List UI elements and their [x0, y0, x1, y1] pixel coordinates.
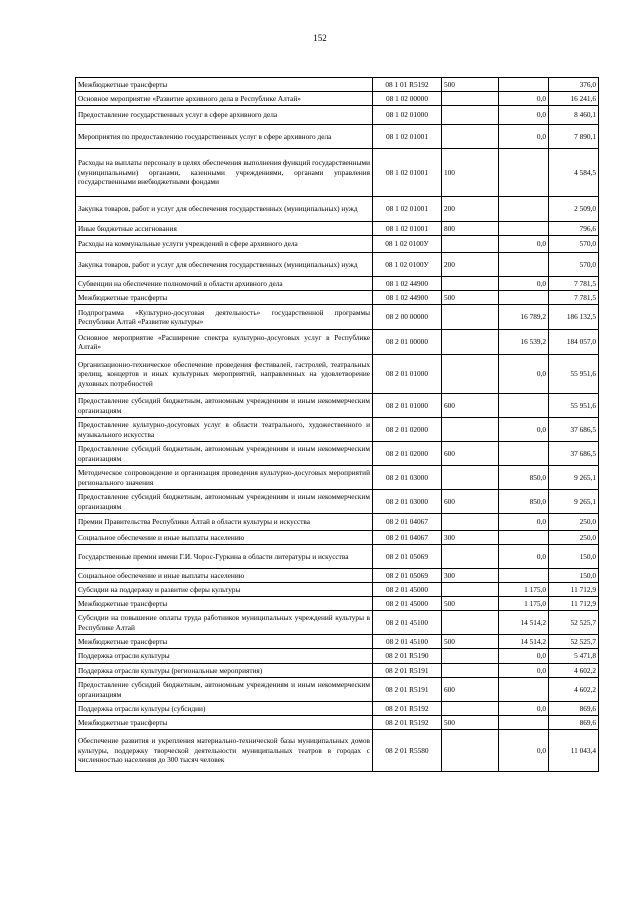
row-code-cell: 08 2 01 R5191 — [373, 678, 442, 702]
row-code-cell: 08 2 01 R5192 — [373, 702, 442, 716]
row-amount-b-cell: 869,6 — [549, 702, 599, 716]
row-amount-a-cell — [499, 222, 549, 236]
row-amount-a-cell — [499, 394, 549, 418]
row-amount-a-cell: 0,0 — [499, 730, 549, 772]
row-amount-b-cell: 37 686,5 — [549, 442, 599, 466]
row-expense-type-cell — [442, 545, 499, 569]
table-row — [76, 291, 599, 305]
row-amount-a-cell: 0,0 — [499, 106, 549, 125]
row-code-cell: 08 2 01 05069 — [373, 569, 442, 583]
table-row — [76, 678, 599, 702]
table-row — [76, 583, 599, 597]
row-expense-type-cell — [442, 330, 499, 355]
row-expense-type-cell — [442, 466, 499, 490]
row-name-cell: Премии Правительства Республики Алтай в области культуры и искусства — [76, 514, 373, 531]
row-amount-b-cell: 52 525,7 — [549, 611, 599, 635]
row-expense-type-cell — [442, 305, 499, 330]
row-expense-type-cell: 300 — [442, 531, 499, 545]
table-row — [76, 330, 599, 355]
row-name-cell: Мероприятия по предоставлению государственных услуг в сфере архивного дела — [76, 125, 373, 149]
row-amount-a-cell: 14 514,2 — [499, 635, 549, 649]
row-name-cell: Межбюджетные трансферты — [76, 597, 373, 611]
row-code-cell: 08 1 02 01001 — [373, 149, 442, 197]
row-amount-a-cell — [499, 149, 549, 197]
row-amount-a-cell: 0,0 — [499, 545, 549, 569]
row-expense-type-cell: 600 — [442, 442, 499, 466]
table-row — [76, 611, 599, 635]
row-code-cell: 08 1 02 0100У — [373, 236, 442, 253]
row-code-cell: 08 2 01 04067 — [373, 514, 442, 531]
table-row — [76, 125, 599, 149]
row-amount-b-cell: 11 712,9 — [549, 583, 599, 597]
table-row — [76, 236, 599, 253]
row-amount-a-cell — [499, 569, 549, 583]
row-expense-type-cell — [442, 418, 499, 442]
row-expense-type-cell: 100 — [442, 149, 499, 197]
row-name-cell: Закупка товаров, работ и услуг для обеспечения государственных (муниципальных) нужд — [76, 197, 373, 222]
row-amount-a-cell: 16 539,2 — [499, 330, 549, 355]
row-amount-a-cell — [499, 678, 549, 702]
row-expense-type-cell — [442, 106, 499, 125]
row-name-cell: Предоставление субсидий бюджетным, автономным учреждениям и иным некоммерческим организациям — [76, 490, 373, 514]
table-row — [76, 490, 599, 514]
row-amount-a-cell: 0,0 — [499, 418, 549, 442]
row-amount-b-cell: 7 781,5 — [549, 291, 599, 305]
row-code-cell: 08 2 00 00000 — [373, 305, 442, 330]
table-row — [76, 149, 599, 197]
row-expense-type-cell: 500 — [442, 716, 499, 730]
row-amount-a-cell: 1 175,0 — [499, 583, 549, 597]
row-amount-b-cell: 250,0 — [549, 514, 599, 531]
row-name-cell: Расходы на коммунальные услуги учреждений в сфере архивного дела — [76, 236, 373, 253]
row-name-cell: Социальное обеспечение и иные выплаты населению — [76, 531, 373, 545]
table-row — [76, 253, 599, 277]
row-amount-b-cell: 16 241,6 — [549, 92, 599, 106]
row-name-cell: Поддержка отрасли культуры — [76, 649, 373, 664]
row-code-cell: 08 1 02 01000 — [373, 106, 442, 125]
table-row — [76, 92, 599, 106]
row-code-cell: 08 2 01 05069 — [373, 545, 442, 569]
row-expense-type-cell: 500 — [442, 635, 499, 649]
row-amount-a-cell — [499, 716, 549, 730]
row-amount-b-cell: 11 043,4 — [549, 730, 599, 772]
row-amount-a-cell: 16 789,2 — [499, 305, 549, 330]
row-amount-b-cell: 9 265,1 — [549, 466, 599, 490]
row-expense-type-cell: 200 — [442, 253, 499, 277]
row-name-cell: Обеспечение развития и укрепления материально-технической базы муниципальных домов культуры, поддержку творческой деятельности муниципальных театров в городах с численностью населения до 300 тысяч человек — [76, 730, 373, 772]
table-row — [76, 418, 599, 442]
row-amount-a-cell: 14 514,2 — [499, 611, 549, 635]
row-name-cell: Межбюджетные трансферты — [76, 78, 373, 92]
row-amount-a-cell: 0,0 — [499, 125, 549, 149]
row-amount-b-cell: 7 890,1 — [549, 125, 599, 149]
row-expense-type-cell — [442, 236, 499, 253]
row-expense-type-cell — [442, 649, 499, 664]
row-expense-type-cell — [442, 611, 499, 635]
row-code-cell: 08 1 02 01001 — [373, 222, 442, 236]
table-row — [76, 197, 599, 222]
row-name-cell: Предоставление субсидий бюджетным, автономным учреждениям и иным некоммерческим организациям — [76, 394, 373, 418]
row-name-cell: Государственные премии имени Г.И. Чорос-Гуркина в области литературы и искусства — [76, 545, 373, 569]
row-expense-type-cell: 600 — [442, 490, 499, 514]
table-row — [76, 78, 599, 92]
table-row — [76, 514, 599, 531]
table-row — [76, 466, 599, 490]
table-row — [76, 222, 599, 236]
row-expense-type-cell — [442, 664, 499, 678]
row-amount-b-cell: 150,0 — [549, 545, 599, 569]
row-expense-type-cell: 200 — [442, 197, 499, 222]
table-row — [76, 442, 599, 466]
row-amount-b-cell: 570,0 — [549, 253, 599, 277]
row-name-cell: Межбюджетные трансферты — [76, 635, 373, 649]
row-amount-a-cell — [499, 253, 549, 277]
table-row — [76, 702, 599, 716]
row-amount-b-cell: 796,6 — [549, 222, 599, 236]
row-name-cell: Субвенции на обеспечение полномочий в области архивного дела — [76, 277, 373, 291]
row-expense-type-cell — [442, 583, 499, 597]
row-name-cell: Субсидии на повышение оплаты труда работников муниципальных учреждений культуры в Республике Алтай — [76, 611, 373, 635]
row-expense-type-cell: 800 — [442, 222, 499, 236]
row-amount-b-cell: 869,6 — [549, 716, 599, 730]
row-expense-type-cell: 600 — [442, 394, 499, 418]
row-amount-b-cell: 150,0 — [549, 569, 599, 583]
row-code-cell: 08 2 01 03000 — [373, 490, 442, 514]
table-row — [76, 305, 599, 330]
row-name-cell: Социальное обеспечение и иные выплаты населению — [76, 569, 373, 583]
row-name-cell: Иные бюджетные ассигнования — [76, 222, 373, 236]
row-code-cell: 08 2 01 45000 — [373, 583, 442, 597]
row-expense-type-cell — [442, 277, 499, 291]
row-expense-type-cell: 500 — [442, 291, 499, 305]
page-number: 152 — [313, 33, 327, 43]
row-expense-type-cell — [442, 514, 499, 531]
row-amount-b-cell: 570,0 — [549, 236, 599, 253]
row-amount-b-cell: 2 509,0 — [549, 197, 599, 222]
row-expense-type-cell — [442, 730, 499, 772]
row-amount-a-cell: 0,0 — [499, 355, 549, 394]
table-row — [76, 531, 599, 545]
row-amount-a-cell — [499, 291, 549, 305]
row-name-cell: Организационно-техническое обеспечение проведения фестивалей, гастролей, театральных зрелищ, концертов и иных культурных мероприятий, направленных на удовлетворение духовных потребностей — [76, 355, 373, 394]
row-name-cell: Основное мероприятие «Развитие архивного дела в Республике Алтай» — [76, 92, 373, 106]
table-row — [76, 649, 599, 664]
row-name-cell: Предоставление культурно-досуговых услуг в области театрального, художественного и музыкального искусства — [76, 418, 373, 442]
row-expense-type-cell — [442, 702, 499, 716]
row-amount-a-cell — [499, 197, 549, 222]
row-amount-a-cell: 0,0 — [499, 702, 549, 716]
row-expense-type-cell: 300 — [442, 569, 499, 583]
row-code-cell: 08 2 01 01000 — [373, 394, 442, 418]
table-row — [76, 730, 599, 772]
row-amount-a-cell — [499, 531, 549, 545]
row-amount-b-cell: 184 057,0 — [549, 330, 599, 355]
row-amount-b-cell: 376,0 — [549, 78, 599, 92]
row-amount-a-cell: 0,0 — [499, 649, 549, 664]
row-code-cell: 08 2 01 45000 — [373, 597, 442, 611]
row-name-cell: Подпрограмма «Культурно-досуговая деятельность» государственной программы Республики Алтай «Развитие культуры» — [76, 305, 373, 330]
row-amount-a-cell: 850,0 — [499, 490, 549, 514]
row-code-cell: 08 2 01 R5580 — [373, 730, 442, 772]
row-code-cell: 08 2 01 R5191 — [373, 664, 442, 678]
row-code-cell: 08 2 01 45100 — [373, 611, 442, 635]
row-code-cell: 08 2 01 00000 — [373, 330, 442, 355]
row-amount-b-cell: 186 132,5 — [549, 305, 599, 330]
row-name-cell: Межбюджетные трансферты — [76, 716, 373, 730]
row-expense-type-cell: 500 — [442, 78, 499, 92]
row-amount-b-cell: 4 602,2 — [549, 664, 599, 678]
table-row — [76, 394, 599, 418]
table-row — [76, 635, 599, 649]
row-amount-b-cell: 5 471,8 — [549, 649, 599, 664]
row-code-cell: 08 2 01 04067 — [373, 531, 442, 545]
table-row — [76, 716, 599, 730]
row-amount-b-cell: 4 584,5 — [549, 149, 599, 197]
row-amount-b-cell: 11 712,9 — [549, 597, 599, 611]
row-amount-a-cell: 0,0 — [499, 514, 549, 531]
row-amount-b-cell: 250,0 — [549, 531, 599, 545]
table-row — [76, 106, 599, 125]
row-amount-b-cell: 55 951,6 — [549, 355, 599, 394]
row-code-cell: 08 1 02 00000 — [373, 92, 442, 106]
table-row — [76, 545, 599, 569]
row-amount-b-cell: 4 602,2 — [549, 678, 599, 702]
row-amount-a-cell — [499, 78, 549, 92]
row-name-cell: Поддержка отрасли культуры (региональные мероприятия) — [76, 664, 373, 678]
row-code-cell: 08 2 01 02000 — [373, 442, 442, 466]
row-code-cell: 08 1 02 01001 — [373, 125, 442, 149]
row-code-cell: 08 1 02 44900 — [373, 291, 442, 305]
row-name-cell: Поддержка отрасли культуры (субсидии) — [76, 702, 373, 716]
row-expense-type-cell: 500 — [442, 597, 499, 611]
budget-table-body — [76, 78, 599, 772]
row-name-cell: Предоставление государственных услуг в сфере архивного дела — [76, 106, 373, 125]
table-row — [76, 569, 599, 583]
row-code-cell: 08 2 01 03000 — [373, 466, 442, 490]
row-amount-a-cell — [499, 442, 549, 466]
row-amount-a-cell: 0,0 — [499, 664, 549, 678]
row-amount-a-cell: 850,0 — [499, 466, 549, 490]
row-name-cell: Закупка товаров, работ и услуг для обеспечения государственных (муниципальных) нужд — [76, 253, 373, 277]
row-code-cell: 08 2 01 45100 — [373, 635, 442, 649]
row-name-cell: Расходы на выплаты персоналу в целях обеспечения выполнения функций государственными (муниципальными) органами, казенными учреждениями, органами управления государственными внебюджетными фондами — [76, 149, 373, 197]
row-name-cell: Методическое сопровождение и организация проведения культурно-досуговых мероприятий регионального значения — [76, 466, 373, 490]
row-code-cell: 08 2 01 01000 — [373, 355, 442, 394]
table-row — [76, 355, 599, 394]
table-row — [76, 597, 599, 611]
row-expense-type-cell — [442, 355, 499, 394]
row-code-cell: 08 1 02 0100У — [373, 253, 442, 277]
row-name-cell: Предоставление субсидий бюджетным, автономным учреждениям и иным некоммерческим организациям — [76, 442, 373, 466]
row-code-cell: 08 2 01 02000 — [373, 418, 442, 442]
row-amount-a-cell: 1 175,0 — [499, 597, 549, 611]
row-amount-b-cell: 52 525,7 — [549, 635, 599, 649]
row-amount-b-cell: 37 686,5 — [549, 418, 599, 442]
row-code-cell: 08 2 01 R5190 — [373, 649, 442, 664]
row-code-cell: 08 1 02 01001 — [373, 197, 442, 222]
row-code-cell: 08 2 01 R5192 — [373, 716, 442, 730]
row-amount-a-cell: 0,0 — [499, 92, 549, 106]
row-expense-type-cell — [442, 125, 499, 149]
table-row — [76, 277, 599, 291]
row-amount-b-cell: 9 265,1 — [549, 490, 599, 514]
row-amount-a-cell: 0,0 — [499, 277, 549, 291]
row-name-cell: Межбюджетные трансферты — [76, 291, 373, 305]
row-expense-type-cell — [442, 92, 499, 106]
row-expense-type-cell: 600 — [442, 678, 499, 702]
row-code-cell: 08 1 01 R5192 — [373, 78, 442, 92]
row-amount-b-cell: 7 781,5 — [549, 277, 599, 291]
row-code-cell: 08 1 02 44900 — [373, 277, 442, 291]
budget-table — [75, 77, 599, 772]
row-name-cell: Предоставление субсидий бюджетным, автономным учреждениям и иным некоммерческим организациям — [76, 678, 373, 702]
row-amount-b-cell: 8 460,1 — [549, 106, 599, 125]
row-amount-b-cell: 55 951,6 — [549, 394, 599, 418]
row-amount-a-cell: 0,0 — [499, 236, 549, 253]
row-name-cell: Основное мероприятие «Расширение спектра культурно-досуговых услуг в Республике Алтай» — [76, 330, 373, 355]
table-row — [76, 664, 599, 678]
row-name-cell: Субсидии на поддержку и развитие сферы культуры — [76, 583, 373, 597]
